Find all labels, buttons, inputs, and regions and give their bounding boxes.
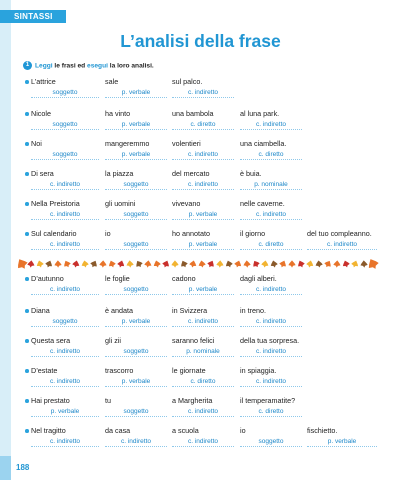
sentence-segment xyxy=(240,396,302,417)
segment-words: Di sera xyxy=(31,169,54,178)
sentence-segment xyxy=(105,139,167,160)
leaf-icon xyxy=(72,260,81,269)
sentence-segment xyxy=(240,169,302,190)
sentence-row xyxy=(0,229,401,255)
sentence-row xyxy=(0,77,401,103)
segment-words: la piazza xyxy=(105,169,134,178)
sentence-row xyxy=(0,336,401,362)
leaf-icon xyxy=(251,259,261,269)
leaf-icon xyxy=(278,259,287,268)
sentence-segment xyxy=(307,229,377,250)
segment-words: io xyxy=(105,229,111,238)
analysis-label: soggetto xyxy=(240,437,302,447)
sentence-row xyxy=(0,139,401,165)
sentence-row xyxy=(0,109,401,135)
segment-words: le giornate xyxy=(172,366,206,375)
leaf-icon xyxy=(288,260,295,267)
analysis-label: p. verbale xyxy=(31,407,99,417)
sentence-segment xyxy=(240,199,302,220)
analysis-label: c. indiretto xyxy=(31,240,99,250)
segment-words: del tuo compleanno. xyxy=(307,229,372,238)
leaf-icon xyxy=(261,260,269,268)
segment-words: Sul calendario xyxy=(31,229,77,238)
leaf-icon xyxy=(366,258,381,270)
leaf-icon xyxy=(216,260,224,268)
leaf-icon xyxy=(296,259,305,268)
sentence-segment xyxy=(105,77,167,98)
analysis-label: soggetto xyxy=(105,285,167,295)
sentence-segment xyxy=(172,229,234,250)
bullet-dot xyxy=(25,202,29,206)
analysis-label: c. indiretto xyxy=(240,210,302,220)
leaf-icon xyxy=(350,259,359,268)
analysis-label: soggetto xyxy=(31,88,99,98)
analysis-label: soggetto xyxy=(105,407,167,417)
analysis-label: c. indiretto xyxy=(240,120,302,130)
analysis-label: p. verbale xyxy=(172,240,234,250)
segment-words: Questa sera xyxy=(31,336,71,345)
segment-words: saranno felici xyxy=(172,336,215,345)
sentence-segment xyxy=(31,229,99,250)
leaf-icon xyxy=(306,260,315,269)
bullet-dot xyxy=(25,339,29,343)
leaf-icon xyxy=(233,259,242,268)
page-number: 188 xyxy=(16,463,30,472)
sentence-segment xyxy=(31,199,99,220)
sentence-segment xyxy=(31,366,99,387)
bullet-dot xyxy=(25,172,29,176)
leaf-icon xyxy=(206,259,216,269)
analysis-label: c. diretto xyxy=(240,240,302,250)
leaf-icon xyxy=(81,260,89,268)
segment-words: dagli alberi. xyxy=(240,274,277,283)
analysis-label: p. verbale xyxy=(105,88,167,98)
analysis-label: c. indiretto xyxy=(172,407,234,417)
sentence-row xyxy=(0,306,401,332)
instruction-word: le frasi ed xyxy=(52,62,88,70)
segment-words: in Svizzera xyxy=(172,306,208,315)
analysis-label: c. indiretto xyxy=(240,285,302,295)
analysis-label: c. indiretto xyxy=(31,285,99,295)
bullet-dot xyxy=(25,142,29,146)
segment-words: D’autunno xyxy=(31,274,64,283)
analysis-label: c. indiretto xyxy=(172,437,234,447)
sentence-segment xyxy=(31,336,99,357)
sentence-segment xyxy=(105,426,167,447)
segment-words: le foglie xyxy=(105,274,130,283)
analysis-label: c. indiretto xyxy=(240,347,302,357)
leaf-icon xyxy=(315,260,323,268)
segment-words: D’estate xyxy=(31,366,58,375)
leaf-icon xyxy=(161,259,170,268)
bullet-dot xyxy=(25,369,29,373)
sentence-row xyxy=(0,396,401,422)
leaf-icon xyxy=(243,260,251,268)
segment-words: è buia. xyxy=(240,169,262,178)
sentence-segment xyxy=(172,274,234,295)
segment-words: nelle caverne. xyxy=(240,199,285,208)
analysis-label: p. verbale xyxy=(307,437,377,447)
segment-words: Noi xyxy=(31,139,42,148)
segment-words: il giorno xyxy=(240,229,266,238)
analysis-label: c. diretto xyxy=(240,150,302,160)
segment-words: una ciambella. xyxy=(240,139,287,148)
segment-words: trascorro xyxy=(105,366,134,375)
bullet-dot xyxy=(25,80,29,84)
sentence-segment xyxy=(172,426,234,447)
analysis-label: c. diretto xyxy=(172,120,234,130)
analysis-label: c. indiretto xyxy=(307,240,377,250)
analysis-label: c. indiretto xyxy=(172,180,234,190)
analysis-label: p. nominale xyxy=(240,180,302,190)
bullet-dot xyxy=(25,429,29,433)
leaf-icon xyxy=(99,260,107,268)
segment-words: in spiaggia. xyxy=(240,366,277,375)
analysis-label: p. verbale xyxy=(105,120,167,130)
leaf-icon xyxy=(117,260,126,269)
leaf-icon xyxy=(341,259,350,268)
segment-words: fischietto. xyxy=(307,426,338,435)
sentence-row xyxy=(0,274,401,300)
sentence-segment xyxy=(105,306,167,327)
sentence-segment xyxy=(31,109,99,130)
sentence-segment xyxy=(240,336,302,357)
instruction-keyword: Leggi xyxy=(35,62,53,70)
segment-words: a scuola xyxy=(172,426,199,435)
segment-words: ho annotato xyxy=(172,229,210,238)
sentence-segment xyxy=(307,426,377,447)
leaf-icon xyxy=(107,259,116,268)
leaf-icon xyxy=(62,259,72,269)
sentence-segment xyxy=(240,426,302,447)
analysis-label: soggetto xyxy=(105,210,167,220)
leaf-icon xyxy=(134,259,144,269)
bullet-dot xyxy=(25,112,29,116)
bullet-dot xyxy=(25,399,29,403)
sentence-segment xyxy=(31,396,99,417)
analysis-label: soggetto xyxy=(105,347,167,357)
analysis-label: p. verbale xyxy=(105,150,167,160)
segment-words: gli uomini xyxy=(105,199,136,208)
page-title: L’analisi della frase xyxy=(120,31,281,51)
section-tag: SINTASSI xyxy=(0,10,66,23)
analysis-label: c. diretto xyxy=(172,377,234,387)
leaf-icon xyxy=(189,260,198,269)
analysis-label: c. indiretto xyxy=(172,317,234,327)
segment-words: è andata xyxy=(105,306,133,315)
segment-words: L’attrice xyxy=(31,77,56,86)
segment-words: del mercato xyxy=(172,169,210,178)
sentence-segment xyxy=(105,336,167,357)
sentence-segment xyxy=(31,426,99,447)
segment-words: una bambola xyxy=(172,109,214,118)
analysis-label: c. indiretto xyxy=(172,88,234,98)
sentence-row xyxy=(0,169,401,195)
leaf-icon xyxy=(144,260,152,268)
leaf-icon xyxy=(36,260,45,269)
analysis-label: c. diretto xyxy=(240,407,302,417)
analysis-label: p. verbale xyxy=(105,377,167,387)
sentence-segment xyxy=(240,139,302,160)
sentence-segment xyxy=(240,109,302,130)
sentence-row xyxy=(0,366,401,392)
segment-words: Nel tragitto xyxy=(31,426,66,435)
leaf-icon xyxy=(89,259,99,269)
leaf-icon xyxy=(171,260,178,267)
bullet-dot xyxy=(25,232,29,236)
sentence-segment xyxy=(172,336,234,357)
sentence-segment xyxy=(240,274,302,295)
leaf-icon xyxy=(126,260,134,268)
leaf-icon xyxy=(360,260,368,268)
sentence-segment xyxy=(172,396,234,417)
sentence-segment xyxy=(105,274,167,295)
segment-words: mangeremmo xyxy=(105,139,150,148)
analysis-label: c. indiretto xyxy=(105,437,167,447)
analysis-label: c. indiretto xyxy=(240,317,302,327)
analysis-label: soggetto xyxy=(31,317,99,327)
sentence-segment xyxy=(105,366,167,387)
analysis-label: c. indiretto xyxy=(240,377,302,387)
analysis-label: p. nominale xyxy=(172,347,234,357)
sentence-segment xyxy=(105,229,167,250)
segment-words: Nella Preistoria xyxy=(31,199,80,208)
segment-words: sale xyxy=(105,77,119,86)
analysis-label: c. indiretto xyxy=(31,377,99,387)
exercise-number-badge: 1 xyxy=(23,61,32,70)
leaf-icon xyxy=(18,258,30,270)
leaf-icon xyxy=(224,259,233,268)
sentence-segment xyxy=(31,77,99,98)
sentence-row xyxy=(0,199,401,225)
leaf-icon xyxy=(270,260,279,269)
analysis-label: soggetto xyxy=(105,180,167,190)
segment-words: a Margherita xyxy=(172,396,213,405)
segment-words: da casa xyxy=(105,426,131,435)
analysis-label: c. indiretto xyxy=(31,210,99,220)
sentence-segment xyxy=(105,199,167,220)
leaf-icon xyxy=(54,260,61,267)
leaf-icon xyxy=(153,260,162,269)
segment-words: ha vinto xyxy=(105,109,131,118)
segment-words: in treno. xyxy=(240,306,266,315)
analysis-label: soggetto xyxy=(105,240,167,250)
segment-words: Hai prestato xyxy=(31,396,70,405)
sentence-segment xyxy=(31,274,99,295)
sentence-segment xyxy=(240,229,302,250)
segment-words: io xyxy=(240,426,246,435)
instruction-keyword: esegui xyxy=(87,62,108,70)
leaf-icon xyxy=(27,260,35,268)
sentence-segment xyxy=(240,366,302,387)
segment-words: Nicole xyxy=(31,109,51,118)
autumn-leaves-divider xyxy=(18,258,383,270)
sentence-segment xyxy=(31,169,99,190)
sentence-segment xyxy=(172,109,234,130)
bullet-dot xyxy=(25,277,29,281)
sentence-segment xyxy=(240,306,302,327)
instruction-word: la loro analisi. xyxy=(107,62,154,70)
sentence-row xyxy=(0,426,401,452)
leaf-icon xyxy=(44,259,53,268)
segment-words: il temperamatite? xyxy=(240,396,296,405)
leaf-icon xyxy=(333,260,341,268)
sentence-segment xyxy=(105,169,167,190)
sentence-segment xyxy=(31,139,99,160)
leaf-icon xyxy=(323,259,333,269)
segment-words: Diana xyxy=(31,306,50,315)
segment-words: della tua sorpresa. xyxy=(240,336,300,345)
leaf-icon xyxy=(179,259,189,269)
analysis-label: soggetto xyxy=(31,120,99,130)
sentence-segment xyxy=(105,109,167,130)
segment-words: sul palco. xyxy=(172,77,203,86)
segment-words: vivevano xyxy=(172,199,201,208)
segment-words: volentieri xyxy=(172,139,201,148)
analysis-label: soggetto xyxy=(31,150,99,160)
analysis-label: p. verbale xyxy=(105,317,167,327)
analysis-label: p. verbale xyxy=(172,210,234,220)
sentence-segment xyxy=(172,169,234,190)
analysis-label: p. verbale xyxy=(172,285,234,295)
sentence-segment xyxy=(172,77,234,98)
segment-words: al luna park. xyxy=(240,109,280,118)
sentence-segment xyxy=(172,366,234,387)
bullet-dot xyxy=(25,309,29,313)
sentence-segment xyxy=(172,199,234,220)
leaf-icon xyxy=(198,260,206,268)
sentence-segment xyxy=(31,306,99,327)
sentence-segment xyxy=(172,306,234,327)
sentence-segment xyxy=(172,139,234,160)
segment-words: cadono xyxy=(172,274,196,283)
analysis-label: c. indiretto xyxy=(31,347,99,357)
segment-words: gli zii xyxy=(105,336,121,345)
sentence-segment xyxy=(105,396,167,417)
analysis-label: c. indiretto xyxy=(31,180,99,190)
analysis-label: c. indiretto xyxy=(31,437,99,447)
segment-words: tu xyxy=(105,396,111,405)
analysis-label: c. indiretto xyxy=(172,150,234,160)
